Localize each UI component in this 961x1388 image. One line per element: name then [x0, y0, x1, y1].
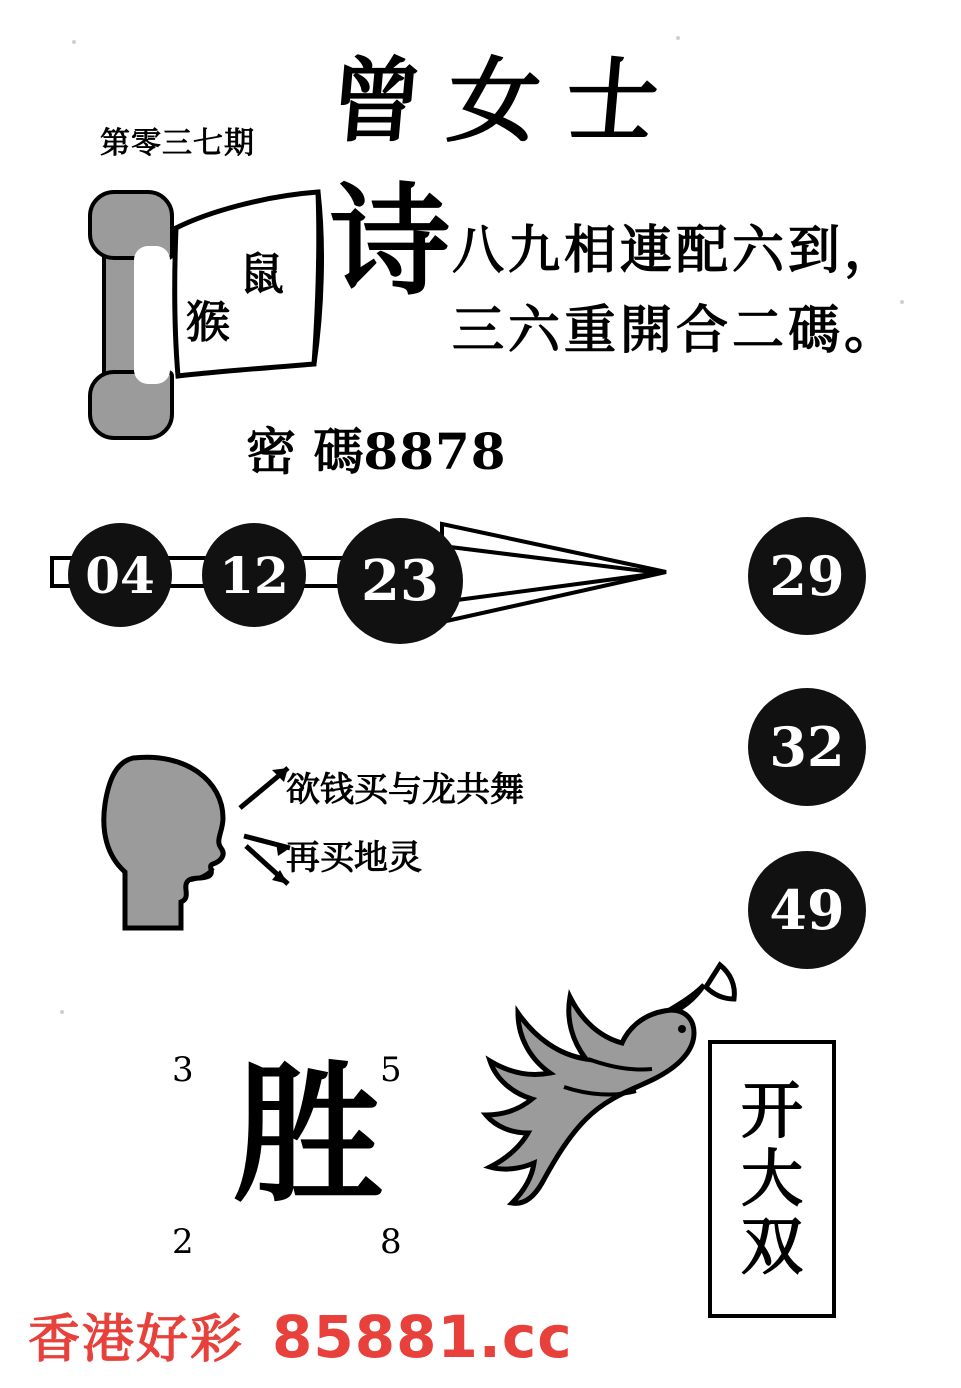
hint-text-1: 欲钱买与龙共舞 [286, 770, 524, 810]
poem-label-char: 诗 [330, 171, 450, 312]
poem-line-2: 三六重開合二碼。 [452, 300, 901, 361]
corner-digit-bottom-left: 2 [172, 1222, 194, 1262]
password-row [246, 412, 507, 484]
page-speck [60, 1010, 64, 1014]
big-character: 胜 [233, 1047, 384, 1223]
page-speck [676, 36, 680, 40]
number-ball: 23 [337, 518, 463, 644]
handset-notch [134, 246, 170, 384]
footer-site-url[interactable]: 85881.cc [272, 1303, 573, 1371]
result-box [708, 1040, 836, 1318]
page-speck [72, 40, 76, 44]
result-char-3: 双 [740, 1209, 803, 1283]
zodiac-char-mouse: 鼠 [240, 249, 284, 300]
zodiac-char-monkey: 猴 [186, 297, 230, 348]
corner-digit-bottom-right: 8 [380, 1222, 402, 1262]
number-ball: 04 [68, 523, 172, 627]
number-ball: 12 [202, 523, 306, 627]
result-char-2: 大 [740, 1142, 803, 1216]
footer [28, 1297, 573, 1372]
number-ball: 49 [748, 851, 866, 969]
issue-label: 第零三七期 [100, 126, 255, 161]
page-speck [900, 300, 904, 304]
number-ball: 29 [748, 517, 866, 635]
head-profile-icon [95, 752, 255, 932]
phone-handset-icon [88, 190, 178, 440]
page-title: 曾女士 [325, 47, 689, 155]
footer-site-name: 香港好彩 [28, 1309, 245, 1370]
hint-text-2: 再买地灵 [286, 838, 422, 878]
password-label: 密 碼 [246, 422, 364, 481]
password-code: 8878 [363, 422, 507, 481]
number-ball: 32 [748, 688, 866, 806]
corner-digit-top-right: 5 [380, 1050, 402, 1090]
corner-digit-top-left: 3 [172, 1050, 194, 1090]
zodiac-banner [168, 186, 336, 382]
result-char-1: 开 [740, 1074, 803, 1148]
poem-line-1: 八九相連配六到， [452, 220, 901, 281]
